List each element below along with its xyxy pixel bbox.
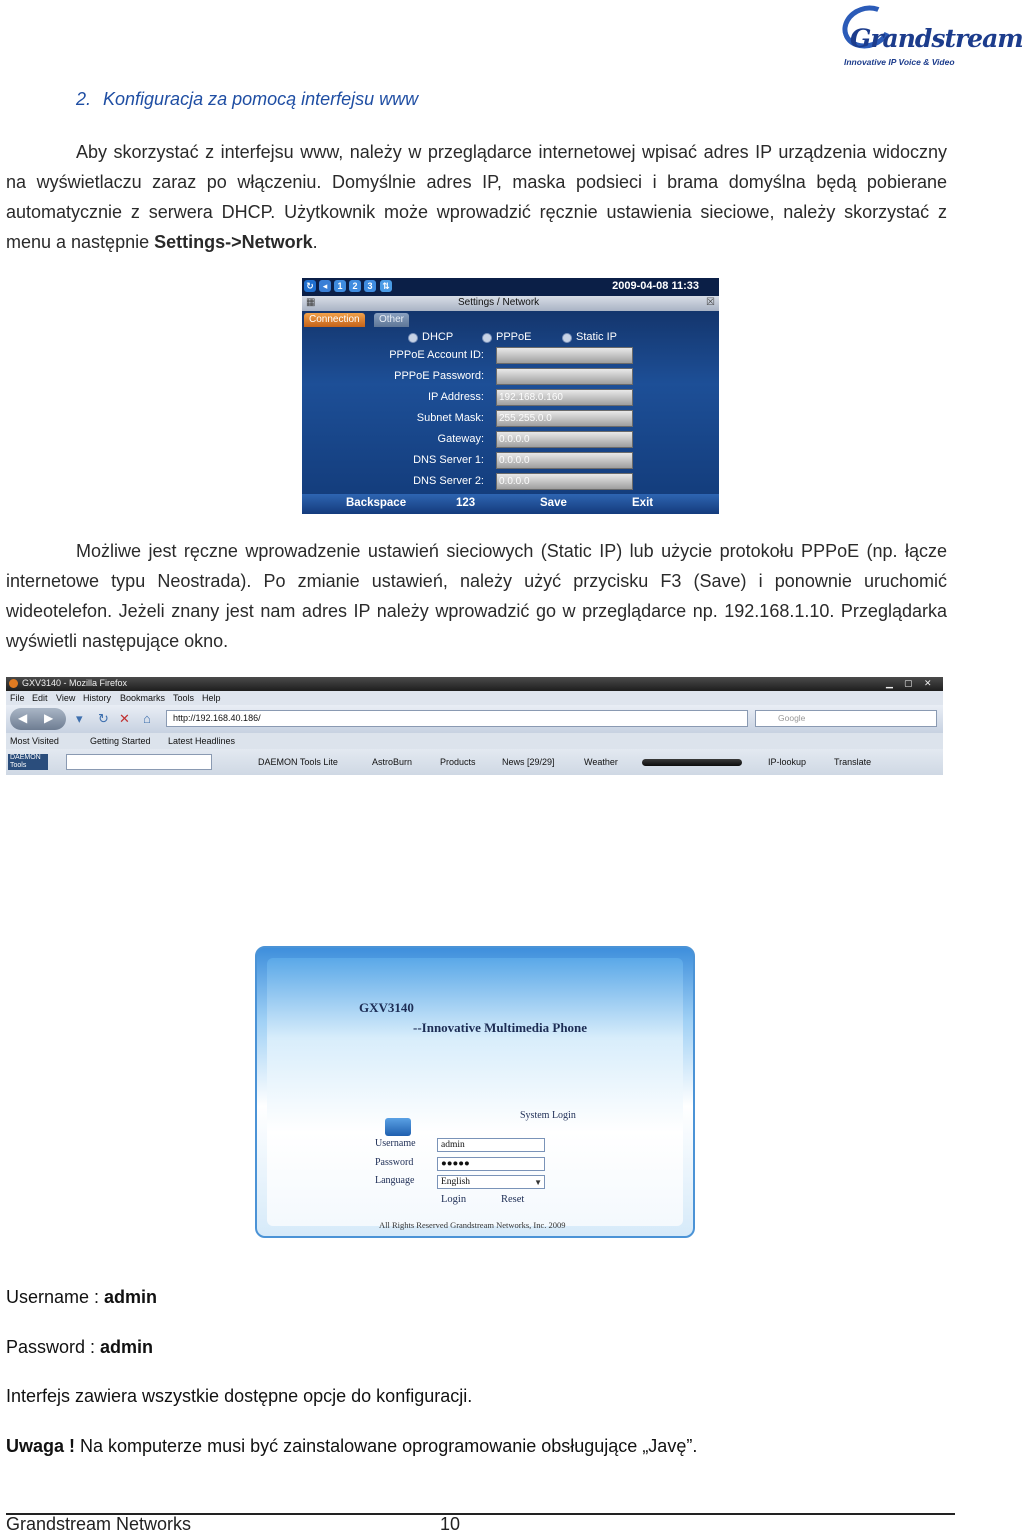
- back-icon[interactable]: ◀: [18, 711, 28, 725]
- toolbar-astroburn[interactable]: AstroBurn: [372, 757, 413, 767]
- intro-paragraph: [6, 137, 947, 257]
- minimize-icon[interactable]: ▁: [886, 678, 893, 688]
- password-caption: Password :: [6, 1337, 101, 1357]
- web-login-inner: [267, 958, 683, 1230]
- phone-network-screen: [302, 278, 719, 514]
- menu-history[interactable]: History: [83, 693, 112, 703]
- login-button[interactable]: Login: [441, 1194, 467, 1205]
- bookmark-latest-headlines[interactable]: Latest Headlines: [168, 736, 236, 746]
- language-value: English: [441, 1177, 471, 1187]
- language-label: Language: [375, 1175, 415, 1186]
- home-icon[interactable]: ⌂: [143, 711, 151, 726]
- warning-label: Uwaga !: [6, 1436, 76, 1456]
- computer-icon: [385, 1118, 411, 1136]
- browser-titlebar: [6, 677, 943, 691]
- bookmark-getting-started[interactable]: Getting Started: [90, 736, 151, 746]
- search-bar[interactable]: Google: [755, 710, 937, 727]
- line-2-icon: 2: [349, 280, 361, 292]
- manual-settings-paragraph: [6, 536, 947, 656]
- intro-end: .: [312, 232, 318, 252]
- ip-address-field[interactable]: 192.168.0.160: [496, 389, 633, 406]
- browser-navbar: [6, 705, 943, 733]
- gateway-field[interactable]: 0.0.0.0: [496, 431, 633, 448]
- interface-note: Interfejs zawiera wszystkie dostępne opcje do konfiguracji.: [6, 1386, 473, 1406]
- maximize-icon[interactable]: ▢: [904, 678, 913, 688]
- toolbar-weather[interactable]: Weather: [584, 757, 618, 767]
- system-login-title: System Login: [520, 1110, 576, 1121]
- password-label: Password: [375, 1157, 414, 1168]
- manual-settings-text: Możliwe jest ręczne wprowadzenie ustawień sieciowych (Static IP) lub użycie protokołu PPPoE (np. łącze internetowe typu Neostrada). Po zmianie ustawień, należy użyć przycisku F3 (Save) i ponownie uruchomić wideotelefon. Jeżeli znany jest nam adres IP należy wprowadzić go w przeglądarce np. 192.168.1.10. Przeglądarka wyświetli następujące okno.: [6, 541, 947, 651]
- password-value: admin: [100, 1337, 154, 1357]
- logo-tagline: Innovative IP Voice & Video: [844, 57, 955, 67]
- menu-help[interactable]: Help: [202, 693, 221, 703]
- pppoe-account-label: PPPoE Account ID:: [389, 349, 484, 361]
- footer-company: Grandstream Networks: [6, 1514, 192, 1534]
- subnet-mask-label: Subnet Mask:: [416, 412, 484, 424]
- browser-title: GXV3140 - Mozilla Firefox: [22, 678, 128, 688]
- back-forward-buttons[interactable]: [10, 708, 66, 730]
- url-bar[interactable]: http://192.168.40.186/: [166, 710, 748, 727]
- toolbar-ip-lookup[interactable]: IP-lookup: [768, 757, 807, 767]
- pppoe-password-field[interactable]: [496, 368, 633, 385]
- gateway-label: Gateway:: [437, 433, 484, 445]
- phone-window-title: Settings / Network: [458, 297, 540, 308]
- softkey-exit[interactable]: Exit: [632, 497, 654, 509]
- firefox-window: [6, 677, 943, 775]
- back-arrows-icon: ◂: [319, 280, 331, 292]
- line-1-icon: 1: [334, 280, 346, 292]
- java-warning: [6, 1436, 697, 1457]
- web-login-panel: [255, 946, 695, 1238]
- radio-pppoe[interactable]: [482, 333, 492, 343]
- phone-softkey-bar: [302, 494, 719, 514]
- toolbar-products[interactable]: Products: [440, 757, 476, 767]
- phone-datetime: 2009-04-08 11:33: [612, 280, 699, 292]
- username-input[interactable]: admin: [437, 1138, 545, 1152]
- pppoe-password-label: PPPoE Password:: [394, 370, 484, 382]
- grandstream-logo: [840, 6, 1023, 72]
- reload-icon[interactable]: ↻: [98, 711, 109, 726]
- mode-static-label: Static IP: [576, 331, 617, 343]
- language-select[interactable]: [437, 1175, 545, 1189]
- dns1-field[interactable]: 0.0.0.0: [496, 452, 633, 469]
- addon-toolbar: [6, 749, 943, 775]
- section-title: Konfiguracja za pomocą interfejsu www: [103, 89, 419, 109]
- firefox-icon: [9, 679, 18, 688]
- bookmark-most-visited[interactable]: Most Visited: [10, 736, 59, 746]
- toolbar-news[interactable]: News [29/29]: [502, 757, 555, 767]
- web-device-title: GXV3140: [359, 1000, 414, 1015]
- phone-status-bar: [302, 278, 719, 296]
- web-device-subtitle: --Innovative Multimedia Phone: [413, 1020, 588, 1035]
- browser-menubar: [6, 691, 943, 705]
- dropdown-icon[interactable]: ▾: [76, 711, 83, 726]
- reset-button[interactable]: Reset: [501, 1194, 525, 1205]
- softkey-save[interactable]: Save: [540, 497, 567, 509]
- settings-network-path: Settings->Network: [154, 232, 313, 252]
- toolbar-slider[interactable]: [642, 759, 742, 766]
- login-box: [375, 1110, 589, 1206]
- forward-icon[interactable]: ▶: [44, 711, 54, 725]
- password-input[interactable]: ●●●●●: [437, 1157, 545, 1171]
- ip-address-label: IP Address:: [427, 391, 484, 403]
- dns1-label: DNS Server 1:: [413, 454, 484, 466]
- username-caption: Username :: [6, 1287, 105, 1307]
- softkey-123[interactable]: 123: [456, 497, 476, 509]
- toolbar-combo[interactable]: [66, 754, 212, 770]
- close-icon[interactable]: ☒: [706, 297, 715, 308]
- menu-view[interactable]: View: [56, 693, 76, 703]
- menu-tools[interactable]: Tools: [173, 693, 195, 703]
- logo-brand: Grandstream: [850, 24, 1023, 53]
- daemon-logo: DAEMON Tools: [8, 754, 48, 770]
- mode-pppoe-label: PPPoE: [496, 331, 532, 343]
- dns2-field[interactable]: 0.0.0.0: [496, 473, 633, 490]
- grid-icon: ▦: [306, 297, 316, 308]
- intro-text: Aby skorzystać z interfejsu www, należy w przeglądarce internetowej wpisać adres IP urządzenia widoczny na wyświetlaczu zaraz po włączeniu. Domyślnie adres IP, maska podsieci i brama domyślna będą pobierane automatycznie z serwera DHCP. Użytkownik może wprowadzić ręcznie ustawienia sieciowe, należy skorzystać z menu a następnie: [6, 142, 947, 252]
- subnet-mask-field[interactable]: 255.255.0.0: [496, 410, 633, 427]
- tab-other[interactable]: Other: [374, 313, 409, 327]
- toolbar-translate[interactable]: Translate: [834, 757, 872, 767]
- page-number: 10: [440, 1514, 461, 1534]
- username-line: [6, 1287, 157, 1308]
- toolbar-daemon[interactable]: DAEMON Tools Lite: [258, 757, 338, 767]
- chevron-down-icon[interactable]: ▼: [534, 1178, 542, 1187]
- close-window-icon[interactable]: ✕: [924, 678, 932, 688]
- section-heading: [76, 89, 418, 110]
- tab-connection[interactable]: Connection: [304, 313, 365, 327]
- network-icon: ⇅: [380, 280, 392, 292]
- mode-dhcp-label: DHCP: [422, 331, 454, 343]
- radio-static-ip[interactable]: [562, 333, 572, 343]
- radio-dhcp[interactable]: [408, 333, 418, 343]
- stop-icon[interactable]: ✕: [119, 711, 130, 726]
- web-copyright: All Rights Reserved Grandstream Networks, Inc. 2009: [379, 1220, 566, 1230]
- bookmarks-toolbar: [6, 733, 943, 749]
- phone-window-titlebar: [302, 296, 719, 311]
- dns2-label: DNS Server 2:: [413, 475, 484, 487]
- username-label: Username: [375, 1138, 416, 1149]
- username-value: admin: [104, 1287, 158, 1307]
- pppoe-account-field[interactable]: [496, 347, 633, 364]
- section-number: 2.: [76, 89, 92, 109]
- menu-file[interactable]: File: [10, 693, 25, 703]
- warning-text: Na komputerze musi być zainstalowane oprogramowanie obsługujące „Javę”.: [75, 1436, 698, 1456]
- softkey-backspace[interactable]: Backspace: [346, 497, 407, 509]
- line-3-icon: 3: [364, 280, 376, 292]
- menu-bookmarks[interactable]: Bookmarks: [120, 693, 166, 703]
- refresh-icon: ↻: [304, 280, 316, 292]
- password-line: [6, 1337, 153, 1358]
- menu-edit[interactable]: Edit: [32, 693, 48, 703]
